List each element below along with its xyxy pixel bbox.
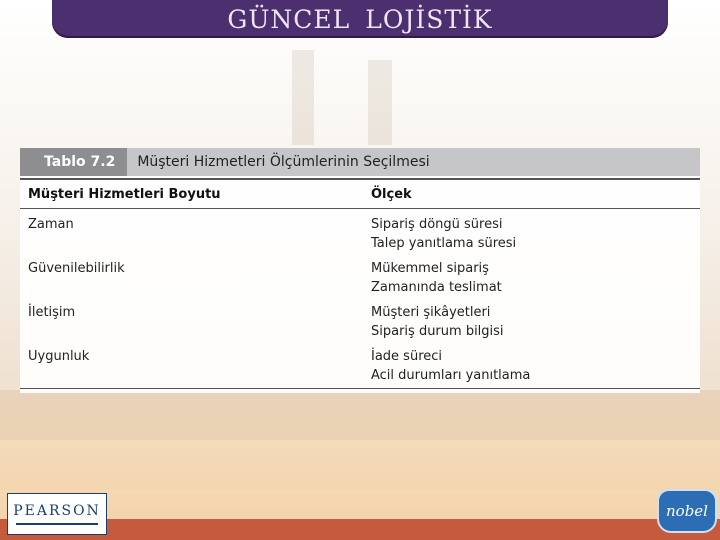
column-header-measure: Ölçek (371, 186, 412, 202)
measure-cell (361, 215, 700, 253)
background-tower-left (292, 50, 314, 145)
footer-band (0, 519, 720, 540)
measure-cell (361, 347, 700, 385)
column-header-dimension: Müşteri Hizmetleri Boyutu (28, 186, 221, 202)
pearson-logo-underline (16, 523, 98, 525)
table-body (20, 209, 700, 385)
measure-line: İade süreci (371, 349, 443, 364)
table (20, 148, 700, 393)
nobel-logo (657, 489, 717, 533)
table-header-row (20, 180, 700, 208)
background-water (0, 440, 720, 520)
dimension-cell: Zaman (28, 217, 74, 232)
header-bar (52, 0, 668, 38)
table-row (20, 215, 700, 253)
table-row (20, 347, 700, 385)
measure-line: Zamanında teslimat (371, 280, 502, 295)
measure-line: Talep yanıtlama süresi (371, 236, 517, 251)
measure-line: Mükemmel sipariş (371, 261, 489, 276)
nobel-logo-text: nobel (666, 502, 708, 520)
table-number-tag: Tablo 7.2 (20, 148, 127, 176)
table-bottom-rule (20, 388, 700, 389)
measure-cell (361, 259, 700, 297)
pearson-logo (7, 493, 107, 535)
table-caption (20, 148, 700, 176)
table-row (20, 259, 700, 297)
page-title: GÜNCEL LOJİSTİK (227, 4, 493, 34)
measure-line: Sipariş durum bilgisi (371, 324, 504, 339)
pearson-logo-text: PEARSON (13, 503, 101, 519)
dimension-cell: Güvenilebilirlik (28, 261, 125, 276)
measure-cell (361, 303, 700, 341)
measure-line: Sipariş döngü süresi (371, 217, 503, 232)
background-tower-right (368, 60, 392, 145)
measure-line: Müşteri şikâyetleri (371, 305, 491, 320)
table-caption-text: Müşteri Hizmetleri Ölçümlerinin Seçilmesi (137, 154, 430, 170)
dimension-cell: İletişim (28, 305, 76, 320)
table-row (20, 303, 700, 341)
measure-line: Acil durumları yanıtlama (371, 368, 531, 383)
dimension-cell: Uygunluk (28, 349, 90, 364)
